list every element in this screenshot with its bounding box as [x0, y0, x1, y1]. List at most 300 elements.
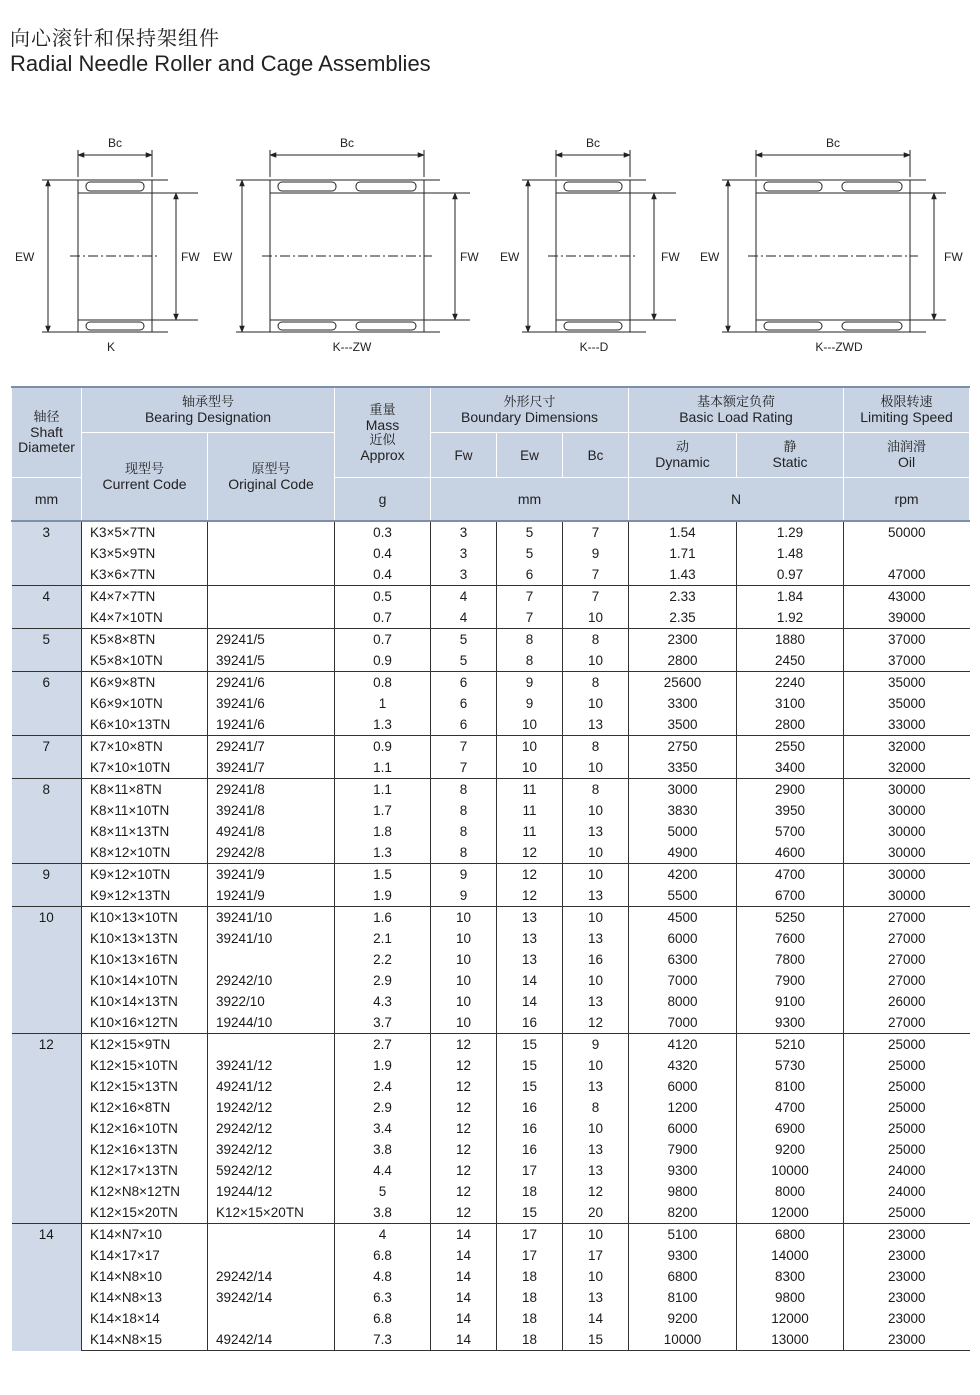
- speed-cell: 27000: [844, 928, 970, 949]
- current-code-cell: K3×5×9TN: [82, 543, 208, 564]
- mass-cell: 0.7: [335, 629, 431, 651]
- table-row: [12, 779, 970, 801]
- static-cell: 9300: [737, 1012, 844, 1034]
- bc-cell: 10: [563, 693, 629, 714]
- mass-cell: 1: [335, 693, 431, 714]
- bc-cell: 13: [563, 821, 629, 842]
- header-speed-zh: 极限转速: [880, 395, 933, 410]
- table-row: [12, 864, 970, 886]
- ew-cell: 17: [497, 1160, 563, 1181]
- ew-cell: 15: [497, 1076, 563, 1097]
- current-code-cell: K9×12×10TN: [82, 864, 208, 886]
- bc-cell: 13: [563, 1139, 629, 1160]
- fw-label: FW: [460, 250, 479, 264]
- original-code-cell: 19244/12: [208, 1181, 335, 1202]
- mass-cell: 1.1: [335, 757, 431, 779]
- static-cell: 8100: [737, 1076, 844, 1097]
- table-row: [12, 991, 970, 1012]
- ew-cell: 12: [497, 842, 563, 864]
- static-cell: 5250: [737, 907, 844, 929]
- current-code-cell: K8×11×10TN: [82, 800, 208, 821]
- current-code-cell: K10×14×10TN: [82, 970, 208, 991]
- header-load-en: Basic Load Rating: [679, 409, 793, 425]
- dynamic-cell: 7000: [629, 970, 737, 991]
- static-cell: 1.92: [737, 607, 844, 629]
- shaft-diameter-cell: 5: [12, 629, 82, 672]
- bc-cell: 8: [563, 1097, 629, 1118]
- mass-cell: 0.9: [335, 736, 431, 758]
- diagram-k-zw: [236, 150, 470, 332]
- speed-cell: 39000: [844, 607, 970, 629]
- mass-cell: 0.3: [335, 521, 431, 543]
- fw-label: FW: [181, 250, 200, 264]
- dynamic-cell: 9200: [629, 1308, 737, 1329]
- current-code-cell: K14×N8×15: [82, 1329, 208, 1351]
- unit-speed: rpm: [844, 478, 970, 522]
- static-cell: 4700: [737, 1097, 844, 1118]
- original-code-cell: 29242/8: [208, 842, 335, 864]
- speed-cell: 25000: [844, 1055, 970, 1076]
- original-code-cell: [208, 1245, 335, 1266]
- table-row: [12, 907, 970, 929]
- fw-cell: 12: [431, 1076, 497, 1097]
- fw-cell: 7: [431, 736, 497, 758]
- bc-cell: 10: [563, 1224, 629, 1246]
- table-row: [12, 757, 970, 779]
- ew-cell: 13: [497, 928, 563, 949]
- speed-cell: 37000: [844, 629, 970, 651]
- bc-cell: 8: [563, 629, 629, 651]
- static-cell: 2900: [737, 779, 844, 801]
- fw-cell: 8: [431, 800, 497, 821]
- bc-cell: 10: [563, 800, 629, 821]
- header-current-en: Current Code: [102, 475, 187, 492]
- mass-cell: 2.1: [335, 928, 431, 949]
- header-shaft-en1: Shaft: [30, 424, 63, 440]
- table-row: [12, 736, 970, 758]
- table-row: [12, 1076, 970, 1097]
- original-code-cell: 39241/7: [208, 757, 335, 779]
- ew-cell: 18: [497, 1287, 563, 1308]
- bc-cell: 8: [563, 736, 629, 758]
- static-cell: 1.29: [737, 521, 844, 543]
- header-fw: Fw: [431, 433, 497, 478]
- header-oil-zh: 油润滑: [887, 440, 927, 455]
- ew-cell: 15: [497, 1034, 563, 1056]
- bc-cell: 7: [563, 564, 629, 586]
- table-row: [12, 800, 970, 821]
- fw-cell: 12: [431, 1139, 497, 1160]
- dynamic-cell: 4320: [629, 1055, 737, 1076]
- dynamic-cell: 3830: [629, 800, 737, 821]
- unit-shaft: mm: [12, 478, 82, 522]
- mass-cell: 4.8: [335, 1266, 431, 1287]
- ew-cell: 18: [497, 1181, 563, 1202]
- speed-cell: 25000: [844, 1139, 970, 1160]
- fw-cell: 14: [431, 1308, 497, 1329]
- dynamic-cell: 6800: [629, 1266, 737, 1287]
- ew-cell: 10: [497, 714, 563, 736]
- speed-cell: 37000: [844, 650, 970, 672]
- bc-cell: 9: [563, 1034, 629, 1056]
- current-code-cell: K12×N8×12TN: [82, 1181, 208, 1202]
- ew-cell: 9: [497, 672, 563, 694]
- static-cell: 0.97: [737, 564, 844, 586]
- ew-cell: 18: [497, 1266, 563, 1287]
- ew-cell: 11: [497, 779, 563, 801]
- mass-cell: 0.4: [335, 564, 431, 586]
- current-code-cell: K14×17×17: [82, 1245, 208, 1266]
- current-code-cell: K14×N8×10: [82, 1266, 208, 1287]
- ew-cell: 13: [497, 907, 563, 929]
- speed-cell: 25000: [844, 1076, 970, 1097]
- speed-cell: 35000: [844, 693, 970, 714]
- original-code-cell: 19244/10: [208, 1012, 335, 1034]
- dynamic-cell: 6000: [629, 1076, 737, 1097]
- mass-cell: 3.8: [335, 1202, 431, 1224]
- fw-cell: 4: [431, 607, 497, 629]
- ew-cell: 8: [497, 650, 563, 672]
- ew-label: EW: [15, 250, 35, 264]
- current-code-cell: K6×10×13TN: [82, 714, 208, 736]
- header-static-zh: 静: [783, 440, 797, 455]
- bc-cell: 10: [563, 1118, 629, 1139]
- ew-label: EW: [500, 250, 520, 264]
- fw-cell: 3: [431, 564, 497, 586]
- dynamic-cell: 2300: [629, 629, 737, 651]
- static-cell: 14000: [737, 1245, 844, 1266]
- fw-cell: 14: [431, 1287, 497, 1308]
- bc-cell: 10: [563, 907, 629, 929]
- bc-cell: 13: [563, 1287, 629, 1308]
- fw-cell: 12: [431, 1055, 497, 1076]
- table-row: [12, 1287, 970, 1308]
- table-row: [12, 607, 970, 629]
- static-cell: 4600: [737, 842, 844, 864]
- header-boundary-en: Boundary Dimensions: [461, 409, 598, 425]
- dynamic-cell: 4500: [629, 907, 737, 929]
- dynamic-cell: 2750: [629, 736, 737, 758]
- dynamic-cell: 25600: [629, 672, 737, 694]
- current-code-cell: K8×12×10TN: [82, 842, 208, 864]
- ew-cell: 5: [497, 521, 563, 543]
- table-row: [12, 629, 970, 651]
- header-static: [737, 433, 844, 478]
- static-cell: 1.84: [737, 586, 844, 608]
- header-boundary-zh: 外形尺寸: [503, 395, 556, 410]
- table-row: [12, 1181, 970, 1202]
- static-cell: 7600: [737, 928, 844, 949]
- diagram-k: [42, 150, 198, 332]
- ew-label: EW: [700, 250, 720, 264]
- ew-cell: 16: [497, 1118, 563, 1139]
- shaft-diameter-cell: 4: [12, 586, 82, 629]
- speed-cell: 50000: [844, 521, 970, 543]
- static-cell: 1.48: [737, 543, 844, 564]
- table-row: [12, 928, 970, 949]
- table-row: [12, 1266, 970, 1287]
- ew-cell: 18: [497, 1329, 563, 1351]
- fw-label: FW: [944, 250, 963, 264]
- static-cell: 12000: [737, 1308, 844, 1329]
- original-code-cell: 39241/10: [208, 907, 335, 929]
- fw-cell: 8: [431, 821, 497, 842]
- table-row: [12, 1034, 970, 1056]
- speed-cell: 25000: [844, 1118, 970, 1139]
- static-cell: 3100: [737, 693, 844, 714]
- original-code-cell: 29242/14: [208, 1266, 335, 1287]
- table-row: [12, 821, 970, 842]
- fw-cell: 9: [431, 885, 497, 907]
- speed-cell: 25000: [844, 1097, 970, 1118]
- bc-cell: 13: [563, 714, 629, 736]
- current-code-cell: K3×5×7TN: [82, 521, 208, 543]
- mass-cell: 0.4: [335, 543, 431, 564]
- mass-cell: 1.9: [335, 1055, 431, 1076]
- original-code-cell: 49242/14: [208, 1329, 335, 1351]
- original-code-cell: K12×15×20TN: [208, 1202, 335, 1224]
- mass-cell: 0.9: [335, 650, 431, 672]
- ew-cell: 14: [497, 991, 563, 1012]
- mass-cell: 1.6: [335, 907, 431, 929]
- ew-cell: 9: [497, 693, 563, 714]
- static-cell: 2450: [737, 650, 844, 672]
- header-oil: [844, 433, 970, 478]
- static-cell: 3400: [737, 757, 844, 779]
- mass-cell: 1.7: [335, 800, 431, 821]
- original-code-cell: [208, 949, 335, 970]
- static-cell: 9800: [737, 1287, 844, 1308]
- table-row: [12, 1139, 970, 1160]
- static-cell: 8000: [737, 1181, 844, 1202]
- static-cell: 3950: [737, 800, 844, 821]
- mass-cell: 2.9: [335, 970, 431, 991]
- dynamic-cell: 1.54: [629, 521, 737, 543]
- static-cell: 9100: [737, 991, 844, 1012]
- current-code-cell: K8×11×13TN: [82, 821, 208, 842]
- mass-cell: 4: [335, 1224, 431, 1246]
- table-row: [12, 949, 970, 970]
- header-speed: [844, 387, 970, 433]
- spec-table: [11, 386, 970, 1351]
- static-cell: 2550: [737, 736, 844, 758]
- speed-cell: 30000: [844, 800, 970, 821]
- ew-cell: 16: [497, 1097, 563, 1118]
- bc-cell: 10: [563, 842, 629, 864]
- ew-cell: 15: [497, 1055, 563, 1076]
- header-boundary: [431, 387, 629, 433]
- current-code-cell: K12×15×13TN: [82, 1076, 208, 1097]
- fw-cell: 12: [431, 1202, 497, 1224]
- bc-cell: 10: [563, 607, 629, 629]
- original-code-cell: [208, 1224, 335, 1246]
- fw-cell: 4: [431, 586, 497, 608]
- original-code-cell: [208, 586, 335, 608]
- shaft-diameter-cell: 12: [12, 1034, 82, 1224]
- original-code-cell: 29241/7: [208, 736, 335, 758]
- original-code-cell: 39241/6: [208, 693, 335, 714]
- mass-cell: 5: [335, 1181, 431, 1202]
- current-code-cell: K6×9×10TN: [82, 693, 208, 714]
- speed-cell: 23000: [844, 1245, 970, 1266]
- ew-cell: 13: [497, 949, 563, 970]
- page-title-en: Radial Needle Roller and Cage Assemblies: [10, 51, 431, 76]
- header-mass-en: Mass: [365, 416, 400, 433]
- header-bearing: [82, 387, 335, 433]
- mass-cell: 3.7: [335, 1012, 431, 1034]
- dynamic-cell: 8000: [629, 991, 737, 1012]
- ew-cell: 15: [497, 1202, 563, 1224]
- ew-cell: 8: [497, 629, 563, 651]
- speed-cell: 27000: [844, 949, 970, 970]
- original-code-cell: 59242/12: [208, 1160, 335, 1181]
- bc-cell: 8: [563, 672, 629, 694]
- speed-cell: 35000: [844, 672, 970, 694]
- bc-cell: 10: [563, 1266, 629, 1287]
- header-approx-zh: 近似: [369, 432, 396, 448]
- speed-cell: 23000: [844, 1266, 970, 1287]
- bc-cell: 10: [563, 970, 629, 991]
- current-code-cell: K4×7×7TN: [82, 586, 208, 608]
- ew-label: EW: [213, 250, 233, 264]
- header-mass: [335, 387, 431, 478]
- fw-cell: 12: [431, 1034, 497, 1056]
- ew-cell: 18: [497, 1308, 563, 1329]
- current-code-cell: K6×9×8TN: [82, 672, 208, 694]
- ew-cell: 11: [497, 821, 563, 842]
- speed-cell: 25000: [844, 1034, 970, 1056]
- current-code-cell: K5×8×10TN: [82, 650, 208, 672]
- table-row: [12, 1118, 970, 1139]
- table-header: [12, 387, 970, 521]
- current-code-cell: K14×18×14: [82, 1308, 208, 1329]
- speed-cell: 23000: [844, 1224, 970, 1246]
- static-cell: 6800: [737, 1224, 844, 1246]
- mass-cell: 4.4: [335, 1160, 431, 1181]
- header-original-code: [208, 433, 335, 522]
- original-code-cell: 29241/8: [208, 779, 335, 801]
- fw-cell: 8: [431, 842, 497, 864]
- table-row: [12, 1224, 970, 1246]
- fw-cell: 6: [431, 672, 497, 694]
- static-cell: 5700: [737, 821, 844, 842]
- bc-cell: 10: [563, 1055, 629, 1076]
- dynamic-cell: 9300: [629, 1245, 737, 1266]
- bc-cell: 7: [563, 586, 629, 608]
- fw-cell: 6: [431, 714, 497, 736]
- fw-cell: 3: [431, 543, 497, 564]
- shaft-diameter-cell: 8: [12, 779, 82, 864]
- current-code-cell: K7×10×8TN: [82, 736, 208, 758]
- fw-cell: 5: [431, 629, 497, 651]
- bc-label: Bc: [585, 136, 601, 150]
- fw-cell: 3: [431, 521, 497, 543]
- header-load: [629, 387, 844, 433]
- table-row: [12, 521, 970, 543]
- shaft-diameter-cell: 6: [12, 672, 82, 736]
- shaft-diameter-cell: 14: [12, 1224, 82, 1351]
- static-cell: 12000: [737, 1202, 844, 1224]
- fw-cell: 10: [431, 970, 497, 991]
- dynamic-cell: 1.43: [629, 564, 737, 586]
- bc-label: Bc: [825, 136, 841, 150]
- bc-cell: 10: [563, 650, 629, 672]
- original-code-cell: 29242/10: [208, 970, 335, 991]
- ew-cell: 16: [497, 1012, 563, 1034]
- ew-cell: 11: [497, 800, 563, 821]
- speed-cell: 32000: [844, 736, 970, 758]
- speed-cell: 43000: [844, 586, 970, 608]
- original-code-cell: [208, 543, 335, 564]
- mass-cell: 3.8: [335, 1139, 431, 1160]
- dynamic-cell: 5000: [629, 821, 737, 842]
- fw-cell: 7: [431, 757, 497, 779]
- current-code-cell: K10×13×16TN: [82, 949, 208, 970]
- mass-cell: 3.4: [335, 1118, 431, 1139]
- header-dynamic-zh: 动: [676, 440, 690, 455]
- bc-cell: 12: [563, 1012, 629, 1034]
- table-row: [12, 1202, 970, 1224]
- static-cell: 2800: [737, 714, 844, 736]
- header-shaft: [12, 387, 82, 478]
- dynamic-cell: 8100: [629, 1287, 737, 1308]
- speed-cell: 27000: [844, 970, 970, 991]
- header-mass-zh: 重量: [369, 402, 396, 418]
- original-code-cell: [208, 1308, 335, 1329]
- static-cell: 7800: [737, 949, 844, 970]
- speed-cell: 26000: [844, 991, 970, 1012]
- header-shaft-zh: 轴径: [33, 410, 60, 425]
- mass-cell: 2.7: [335, 1034, 431, 1056]
- static-cell: 10000: [737, 1160, 844, 1181]
- ew-cell: 16: [497, 1139, 563, 1160]
- speed-cell: [844, 543, 970, 564]
- header-current-zh: 现型号: [124, 461, 164, 477]
- shaft-diameter-cell: 7: [12, 736, 82, 779]
- table-row: [12, 1097, 970, 1118]
- dynamic-cell: 6000: [629, 1118, 737, 1139]
- static-cell: 7900: [737, 970, 844, 991]
- mass-cell: 1.8: [335, 821, 431, 842]
- current-code-cell: K10×14×13TN: [82, 991, 208, 1012]
- header-dynamic-en: Dynamic: [655, 454, 710, 470]
- original-code-cell: [208, 564, 335, 586]
- dynamic-cell: 8200: [629, 1202, 737, 1224]
- table-row: [12, 543, 970, 564]
- dynamic-cell: 3000: [629, 779, 737, 801]
- fw-label: FW: [661, 250, 680, 264]
- header-dynamic: [629, 433, 737, 478]
- header-speed-en: Limiting Speed: [860, 409, 953, 425]
- table-body: [12, 521, 970, 1351]
- bc-cell: 13: [563, 991, 629, 1012]
- header-approx-en: Approx: [360, 446, 405, 463]
- mass-cell: 2.9: [335, 1097, 431, 1118]
- ew-cell: 7: [497, 607, 563, 629]
- current-code-cell: K5×8×8TN: [82, 629, 208, 651]
- header-ew: Ew: [497, 433, 563, 478]
- original-code-cell: 19242/12: [208, 1097, 335, 1118]
- speed-cell: 23000: [844, 1287, 970, 1308]
- dynamic-cell: 3500: [629, 714, 737, 736]
- bc-cell: 13: [563, 1076, 629, 1097]
- bc-cell: 8: [563, 779, 629, 801]
- current-code-cell: K12×15×9TN: [82, 1034, 208, 1056]
- diagram-k-d: [522, 150, 676, 332]
- dynamic-cell: 3300: [629, 693, 737, 714]
- header-bearing-en: Bearing Designation: [144, 409, 272, 425]
- dynamic-cell: 2.33: [629, 586, 737, 608]
